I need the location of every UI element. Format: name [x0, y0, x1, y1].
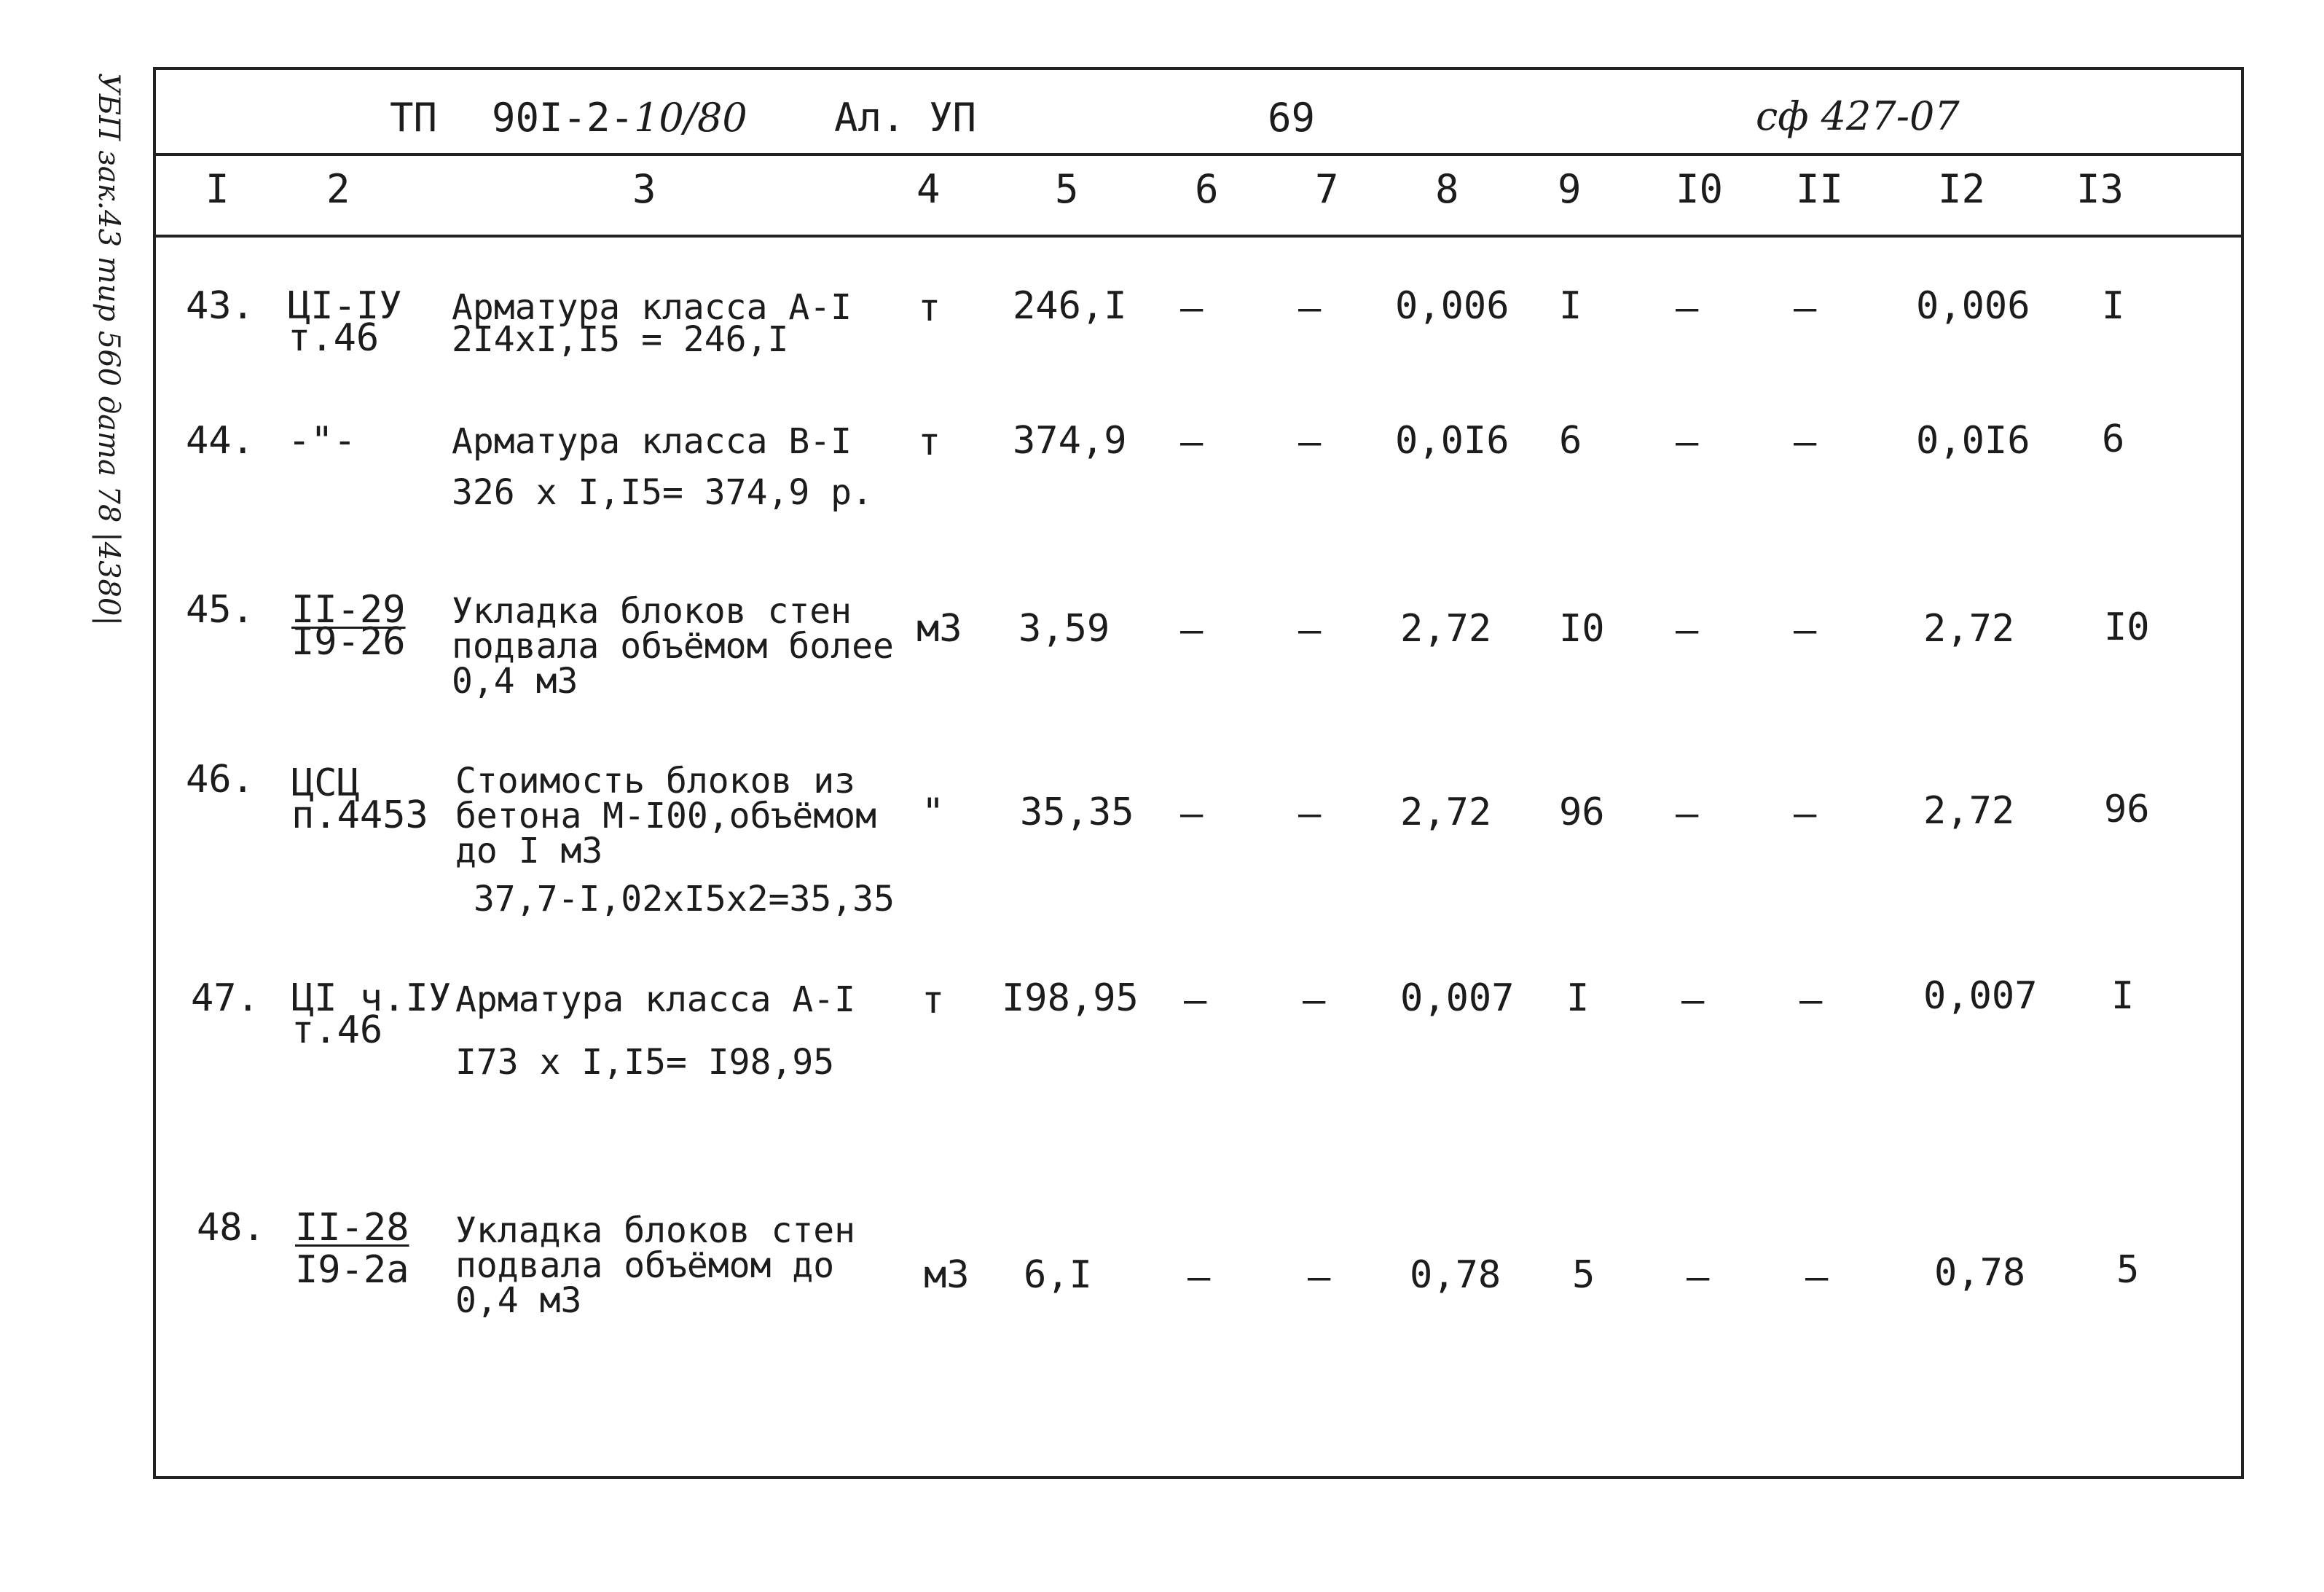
column-numbers-divider	[153, 235, 2244, 238]
row-quantity: 246,I	[1013, 284, 1127, 328]
row-description-line: 37,7-I,02хI5х2=35,35	[474, 879, 895, 919]
col-2: 2	[326, 166, 350, 212]
row-col9: I	[1559, 284, 1582, 328]
row-code-line: -"-	[288, 419, 356, 463]
row-col12: 0,0I6	[1916, 419, 2030, 463]
row-code-line: т.46	[288, 316, 380, 360]
row-col13: I	[2102, 284, 2125, 328]
row-number: 48.	[197, 1206, 265, 1250]
row-quantity: 35,35	[1020, 791, 1134, 834]
row-col7: –	[1298, 286, 1322, 330]
side-stamp	[80, 73, 138, 626]
row-col10: –	[1676, 286, 1699, 330]
row-col10: –	[1687, 1255, 1710, 1299]
row-description-line: бетона М-I00,объёмом	[455, 796, 876, 836]
row-description-line: Укладка блоков стен	[455, 1210, 856, 1251]
header-tp: ТП	[390, 95, 438, 141]
row-description	[452, 287, 852, 360]
row-description-line: 0,4 м3	[455, 1280, 582, 1321]
row-number: 47.	[191, 976, 259, 1020]
row-unit: м3	[924, 1253, 970, 1297]
header-code-handwritten: 10/80	[634, 95, 747, 141]
row-code-numerator: II-29	[291, 588, 406, 632]
col-10: I0	[1676, 166, 1724, 212]
row-col11: –	[1794, 286, 1817, 330]
row-number: 44.	[186, 419, 254, 463]
row-quantity: I98,95	[1002, 976, 1139, 1020]
row-col12: 2,72	[1923, 607, 2015, 651]
row-col13: 96	[2104, 788, 2150, 831]
row-quantity: 374,9	[1013, 419, 1127, 463]
row-unit: м3	[916, 607, 962, 651]
row-col7: –	[1298, 420, 1322, 464]
row-description	[455, 1210, 856, 1321]
row-col6: –	[1180, 420, 1204, 464]
row-code-line: п.4453	[291, 793, 428, 837]
row-code	[291, 588, 406, 664]
row-col13: 5	[2116, 1248, 2140, 1292]
row-col12: 0,006	[1916, 284, 2030, 328]
row-col11: –	[1799, 979, 1823, 1022]
header-divider	[153, 153, 2244, 156]
row-col12: 0,007	[1923, 974, 2038, 1018]
row-col7: –	[1308, 1255, 1331, 1299]
row-code	[288, 284, 402, 360]
row-col6: –	[1180, 792, 1204, 836]
row-col8: 0,78	[1410, 1253, 1501, 1297]
col-9: 9	[1558, 166, 1582, 212]
row-col7: –	[1298, 792, 1322, 836]
row-col9: 6	[1559, 419, 1582, 463]
row-code	[295, 1206, 409, 1292]
col-12: I2	[1938, 166, 1986, 212]
row-description-line: Укладка блоков стен	[452, 591, 852, 632]
row-col10: –	[1676, 792, 1699, 836]
row-code-line: ЦI ч.IУ	[291, 976, 452, 1020]
col-13: I3	[2076, 166, 2124, 212]
row-col7: –	[1298, 608, 1322, 652]
col-11: II	[1796, 166, 1844, 212]
row-code-denominator: I9-26	[291, 620, 406, 664]
row-col8: 0,0I6	[1395, 419, 1510, 463]
row-col12: 0,78	[1934, 1251, 2026, 1295]
row-description-line: 326 х I,I5= 374,9 р.	[452, 472, 873, 513]
header-page-number: 69	[1268, 95, 1316, 141]
row-description	[455, 761, 895, 919]
row-col7: –	[1303, 979, 1326, 1022]
header-code-printed: 90I-2-	[492, 95, 635, 141]
row-description-line: до I м3	[455, 831, 603, 871]
row-code	[288, 419, 356, 463]
row-col10: –	[1676, 420, 1699, 464]
row-number: 45.	[186, 588, 254, 632]
col-3: 3	[632, 166, 656, 212]
row-description-line: I73 х I,I5= I98,95	[455, 1042, 835, 1083]
row-description	[455, 979, 856, 1083]
row-code-denominator: I9-2а	[295, 1248, 409, 1292]
row-col9: 96	[1559, 791, 1605, 834]
row-description	[452, 591, 894, 702]
row-unit: т	[918, 420, 941, 464]
row-number: 46.	[186, 758, 254, 801]
row-col6: –	[1187, 1255, 1211, 1299]
row-col8: 0,007	[1400, 976, 1515, 1020]
row-description-line: 0,4 м3	[452, 661, 578, 702]
row-col11: –	[1794, 792, 1817, 836]
row-col8: 0,006	[1395, 284, 1510, 328]
row-col8: 2,72	[1400, 607, 1492, 651]
row-code-line: ЦСЦ	[291, 761, 360, 805]
row-col13: I0	[2104, 605, 2150, 649]
header-album: Ал. УП	[834, 95, 977, 141]
row-description-line: Арматура класса А-I	[455, 979, 856, 1020]
header-reference: сф 427-07	[1756, 93, 1960, 139]
row-col6: –	[1184, 979, 1207, 1022]
row-quantity: 3,59	[1018, 607, 1110, 651]
row-col6: –	[1180, 286, 1204, 330]
row-col9: 5	[1572, 1253, 1595, 1297]
row-code-numerator: II-28	[295, 1206, 409, 1250]
row-description-line: 2I4хI,I5 = 246,I	[452, 319, 789, 360]
row-col10: –	[1676, 608, 1699, 652]
row-code	[291, 761, 428, 837]
row-col13: 6	[2102, 417, 2125, 461]
col-8: 8	[1435, 166, 1459, 212]
row-description-line: подвала объёмом более	[452, 626, 894, 667]
row-description-line: Арматура класса А-I	[452, 287, 852, 328]
row-code-line: ЦI-IУ	[288, 284, 402, 328]
row-unit: т	[918, 286, 941, 330]
row-description-line: Арматура класса В-I	[452, 421, 852, 462]
side-stamp-text: УБП зак.43 тир 560 дата 78 |4380|	[92, 73, 125, 626]
col-6: 6	[1195, 166, 1219, 212]
row-unit: "	[922, 791, 945, 834]
row-col9: I0	[1559, 607, 1605, 651]
row-col8: 2,72	[1400, 791, 1492, 834]
row-description-line: подвала объёмом до	[455, 1245, 835, 1286]
row-description	[452, 421, 873, 513]
row-col13: I	[2111, 974, 2135, 1018]
row-unit: т	[922, 979, 945, 1022]
row-col11: –	[1794, 608, 1817, 652]
row-col11: –	[1794, 420, 1817, 464]
row-code-line: т.46	[291, 1008, 383, 1052]
row-number: 43.	[186, 284, 254, 328]
row-code	[291, 976, 452, 1052]
row-quantity: 6,I	[1024, 1253, 1092, 1297]
row-col11: –	[1805, 1255, 1829, 1299]
col-5: 5	[1055, 166, 1079, 212]
row-col10: –	[1681, 979, 1705, 1022]
row-col6: –	[1180, 608, 1204, 652]
col-7: 7	[1315, 166, 1339, 212]
col-4: 4	[916, 166, 941, 212]
header-code	[492, 95, 747, 141]
row-col12: 2,72	[1923, 789, 2015, 833]
row-description-line: Стоимость блоков из	[455, 761, 856, 801]
col-1: I	[205, 166, 229, 212]
row-col9: I	[1566, 976, 1590, 1020]
